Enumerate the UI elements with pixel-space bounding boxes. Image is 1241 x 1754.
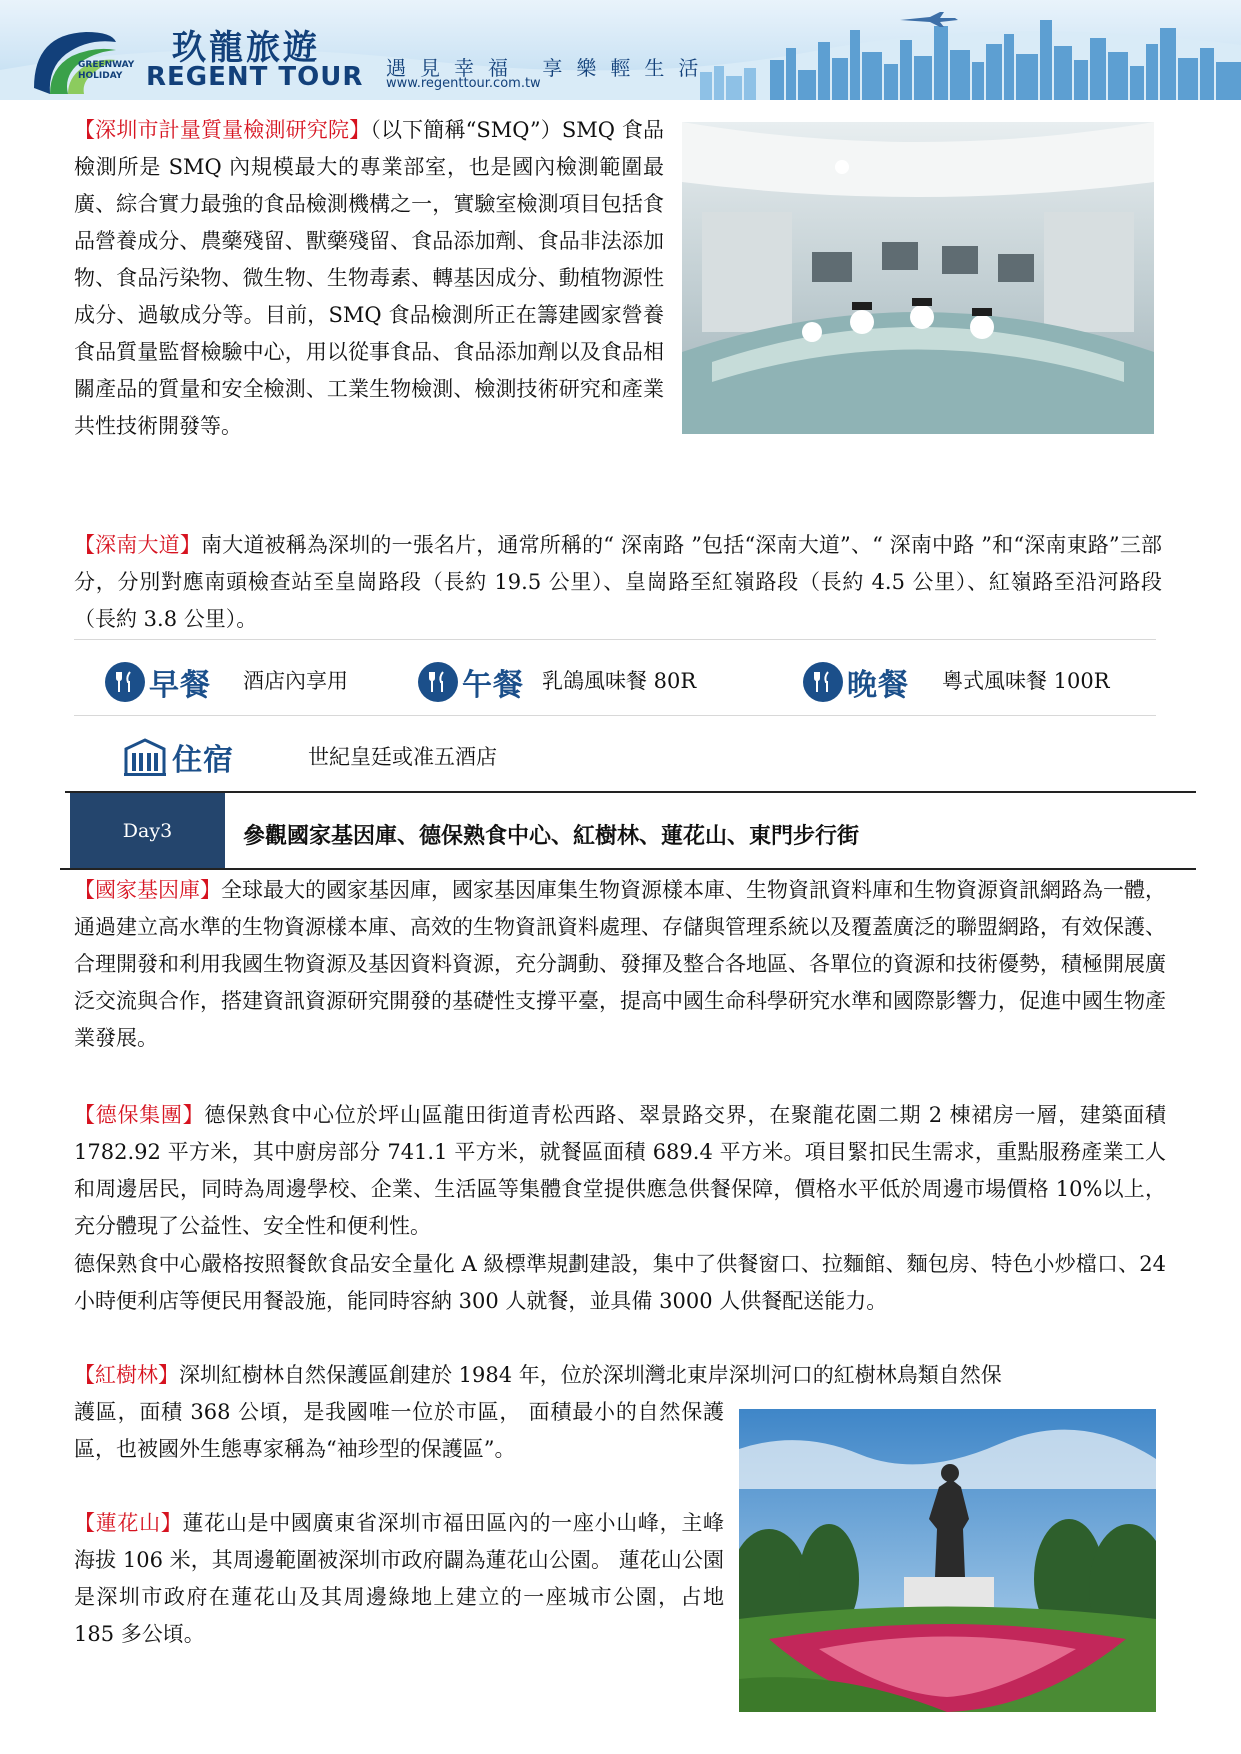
brand-chinese-name: 玖龍旅遊	[172, 28, 320, 68]
meals-top-divider	[74, 639, 1156, 640]
day-band-bottom-line	[60, 868, 1196, 870]
cutlery-icon	[803, 662, 843, 702]
shennan-paragraph	[74, 527, 1162, 638]
debao-paragraph	[74, 1097, 1166, 1245]
smq-paragraph	[74, 112, 664, 445]
dinner-label: 晚餐	[847, 668, 909, 703]
shennan-title: 【深南大道】	[74, 533, 202, 557]
lotus-text: 蓮花山是中國廣東省深圳市福田區內的一座小山峰，主峰海拔 106 米，其周邊範圍被深圳市政府闢為蓮花山公園。 蓮花山公園是深圳市政府在蓮花山及其周邊綠地上建立的一座城市公園，占地 185 多公頃。	[74, 1511, 725, 1646]
cutlery-icon	[418, 662, 458, 702]
lunch-value: 乳鴿風味餐 80R	[542, 669, 697, 693]
dinner-badge	[803, 660, 909, 704]
day-number-box	[70, 793, 225, 868]
lunch-label: 午餐	[462, 668, 524, 703]
day-title: 參觀國家基因庫、德保熟食中心、紅樹林、蓮花山、東門步行街	[243, 824, 860, 849]
debao-title: 【德保集團】	[74, 1103, 205, 1127]
header-banner	[0, 0, 1241, 100]
brand-url: www.regenttour.com.tw	[386, 76, 541, 91]
brand-slogan: 遇見幸福 享樂輕生活	[386, 56, 713, 80]
mangrove-text-line1: 深圳紅樹林自然保護區創建於 1984 年，位於深圳灣北東岸深圳河口的紅樹林鳥類自然保	[179, 1363, 1002, 1387]
laboratory-photo	[682, 122, 1154, 434]
lotus-title: 【蓮花山】	[74, 1511, 183, 1535]
genebank-paragraph	[74, 872, 1166, 1057]
smq-title: 【深圳市計量質量檢測研究院】	[74, 118, 371, 142]
debao-paragraph-2: 德保熟食中心嚴格按照餐飲食品安全量化 A 級標準規劃建設，集中了供餐窗口、拉麵館、麵包房、特色小炒檔口、24 小時便利店等便民用餐設施，能同時容納 300 人就餐，並具備 3000 人供餐配送能力。	[74, 1252, 1166, 1313]
smq-text: （以下簡稱“SMQ”）SMQ 食品檢測所是 SMQ 內規模最大的專業部室，也是國內檢測範圍最廣、綜合實力最強的食品檢測機構之一，實驗室檢測項目包括食品營養成分、農藥殘留、獸藥殘留、食品添加劑、食品非法添加物、食品污染物、微生物、生物毒素、轉基因成分、動植物源性成分、過敏成分等。目前，SMQ 食品檢測所正在籌建國家營養食品質量監督檢驗中心，用以從事食品、食品添加劑以及食品相關產品的質量和安全檢測、工業生物檢測、檢測技術研究和產業共性技術開發等。	[74, 118, 665, 438]
debao-text-1: 德保熟食中心位於坪山區龍田街道青松西路、翠景路交界，在聚龍花園二期 2 棟裙房一層，建築面積 1782.92 平方米，其中廚房部分 741.1 平方米，就餐區面積 689.4 平方米。項目緊扣民生需求，重點服務產業工人和周邊居民，同時為周邊學校、企業、生活區等集體食堂提供應急供餐保障，價格水平低於周邊市場價格 10%以上，充分體現了公益性、安全性和便利性。	[74, 1103, 1166, 1238]
mangrove-paragraph-rest: 護區，面積 368 公頃，是我國唯一位於市區， 面積最小的自然保護區，也被國外生態專家稱為“袖珍型的保護區”。	[74, 1400, 724, 1461]
dinner-value: 粵式風味餐 100R	[942, 669, 1110, 693]
shennan-text: 南大道被稱為深圳的一張名片，通常所稱的“ 深南路 ”包括“深南大道”、“ 深南中路 ”和“深南東路”三部分，分別對應南頭檢查站至皇崗路段（長約 19.5 公里）、皇崗路至紅嶺路段（長約 4.5 公里）、紅嶺路至沿河路段（長約 3.8 公里）。	[74, 533, 1162, 631]
stay-badge	[122, 735, 234, 779]
brand-english-name: REGENT TOUR	[146, 62, 364, 92]
genebank-text: 全球最大的國家基因庫，國家基因庫集生物資源樣本庫、生物資訊資料庫和生物資源資訊網路為一體，通過建立高水準的生物資源樣本庫、高效的生物資訊資料處理、存儲與管理系統以及覆蓋廣泛的聯盟網路，有效保護、合理開發和利用我國生物資源及基因資料資源，充分調動、發揮及整合各地區、各單位的資源和技術優勢，積極開展廣泛交流與合作，搭建資訊資源研究開發的基礎性支撐平臺，提高中國生命科學研究水準和國際影響力，促進中國生物產業發展。	[74, 878, 1166, 1050]
day-number: Day3	[122, 819, 173, 842]
genebank-title: 【國家基因庫】	[74, 878, 221, 902]
stay-label: 住宿	[172, 743, 234, 778]
lunch-badge	[418, 660, 524, 704]
breakfast-badge	[105, 660, 211, 704]
lotus-paragraph	[74, 1505, 724, 1653]
day-band-top-line	[65, 791, 1196, 793]
meals-bottom-divider	[74, 715, 1156, 716]
breakfast-value: 酒店內享用	[243, 669, 348, 693]
greenway-holiday-label: GREENWAY HOLIDAY	[78, 60, 135, 81]
breakfast-label: 早餐	[149, 668, 211, 703]
mangrove-title: 【紅樹林】	[74, 1363, 179, 1387]
hotel-building-icon	[122, 737, 168, 777]
lotus-hill-statue-photo	[739, 1409, 1156, 1712]
cutlery-icon	[105, 662, 145, 702]
stay-value: 世紀皇廷或准五酒店	[308, 745, 497, 769]
mangrove-paragraph	[74, 1357, 1166, 1394]
